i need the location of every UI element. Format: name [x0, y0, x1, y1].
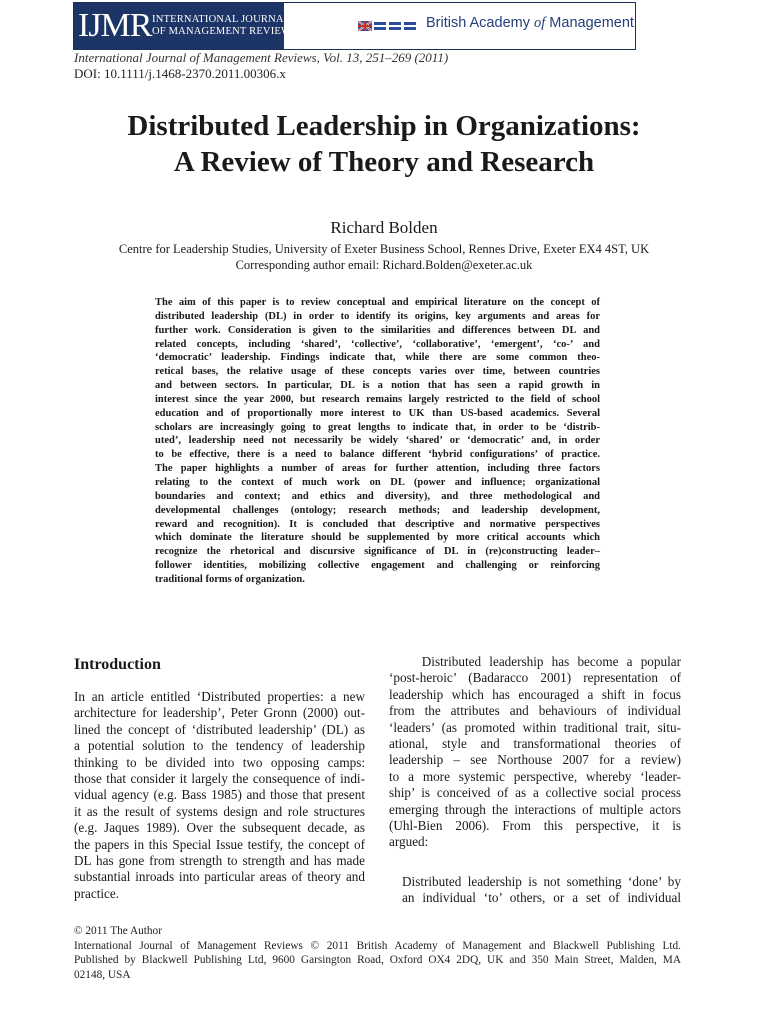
abstract-line: The aim of this paper is to review conceptual and empirical literature on the concept of	[155, 297, 600, 308]
abstract-line: relating to the context of much work on DL (power and influence; organizational	[155, 476, 600, 488]
body-line: ship’ is conceived of as a collective social process	[389, 785, 681, 801]
block-quote	[402, 874, 681, 907]
abstract-line: which dominate the literature should be supplemented by more critical accounts which	[155, 532, 600, 544]
body-line: a potential solution to the tendency of leadership	[74, 738, 365, 754]
ijmr-logo-line1: INTERNATIONAL JOURNAL	[152, 14, 291, 25]
body-line: architecture for leadership’, Peter Gronn (2000) out-	[74, 705, 365, 721]
body-line: Distributed leadership has become a popular	[389, 654, 681, 669]
footer-line: 02148, USA	[74, 968, 131, 981]
body-line: it as the result of systems design and role structures	[74, 803, 365, 819]
body-line: practice.	[74, 885, 120, 901]
abstract-line: uted’, leadership need not necessarily be widely ‘shared’ or ‘democratic’ and, in order	[155, 435, 600, 447]
body-line: leadership which has encouraged a shift in focus	[389, 686, 681, 702]
body-line: substantial inroads into particular areas of theory and	[74, 869, 365, 885]
footer-line: Published by Blackwell Publishing Ltd, 9600 Garsington Road, Oxford OX4 2DQ, UK and 350 Main Street, Malden, MA	[74, 954, 681, 966]
right-column-text	[389, 654, 681, 851]
quote-line: Distributed leadership is not something ‘done’ by	[402, 874, 681, 889]
page-footer	[74, 924, 681, 982]
ijmr-logo-line2: OF MANAGEMENT REVIEWS	[152, 26, 298, 37]
author-name: Richard Bolden	[330, 218, 438, 237]
abstract-line: related concepts, including ‘shared’, ‘collective’, ‘collaborative’, ‘emergent’, ‘co-’ and	[155, 338, 600, 350]
body-line: In an article entitled ‘Distributed properties: a new	[74, 689, 365, 704]
copyright-line: © 2011 The Author	[74, 925, 162, 937]
abstract-line: follower identities, mobilizing collective engagement and challenging or reinforcing	[155, 560, 600, 572]
bam-flag-icon	[358, 21, 418, 31]
body-line: to a more systemic perspective, whereby ‘leader-	[389, 768, 681, 784]
body-line: emerging through the interactions of multiple actors	[389, 801, 681, 817]
body-line: ‘post-heroic’ (Badaracco 2001) representation of	[389, 670, 681, 686]
corresponding-email: Corresponding author email: Richard.Bolden@exeter.ac.uk	[235, 258, 533, 272]
body-line: DL has gone from strength to strength and has made	[74, 853, 365, 869]
body-line: those that consider it largely the consequence of indi-	[74, 771, 365, 787]
section-heading-introduction: Introduction	[74, 656, 161, 673]
body-line: lined the concept of ‘distributed leadership’ (DL) as	[74, 721, 365, 737]
doi: DOI: 10.1111/j.1468-2370.2011.00306.x	[74, 66, 286, 81]
abstract-line: education and of proportionally more interest to UK than US-based academics. Several	[155, 407, 600, 419]
footer-line: International Journal of Management Reviews © 2011 British Academy of Management and Blackwell Publishing Ltd.	[74, 939, 681, 952]
body-line: (e.g. Jaques 1989). Over the subsequent decade, as	[74, 820, 365, 836]
ijmr-logo	[74, 3, 298, 49]
abstract-line: distributed leadership (DL) in order to identify its origins, key arguments and areas for	[155, 310, 600, 322]
body-line: ational, style and transformational theories of	[389, 736, 681, 752]
body-line: argued:	[389, 834, 429, 850]
abstract-line: boundaries and context; and ethics and diversity), and three methodological and	[155, 490, 600, 502]
abstract-line: scholars are increasingly going to great lengths to indicate that, in order to be ‘distrib-	[155, 421, 600, 433]
body-line: thinking to be divided into two opposing camps:	[74, 754, 365, 770]
body-line: vidual agency (e.g. Bass 1985) and those that present	[74, 787, 365, 803]
abstract-line: to be effective, there is a need to balance different ‘hybrid configurations’ of practice.	[155, 449, 600, 461]
abstract-line: The paper highlights a number of areas for further attention, including three factors	[155, 463, 600, 475]
abstract-line: interest since the year 2000, but research remains largely restricted to the field of school	[155, 393, 600, 405]
body-line: ‘leaders’ (as promoted within traditional trait, situ-	[389, 719, 681, 735]
paper-title-line1: Distributed Leadership in Organizations:	[127, 110, 641, 142]
abstract-line: ‘democratic’ leadership. Findings indicate that, while there are some common theo-	[155, 352, 600, 364]
publisher-name: British Academy of Management	[426, 15, 634, 31]
body-line: from the attributes and behaviours of individual	[389, 703, 681, 719]
abstract-line: further work. Consideration is given to the similarities and differences between DL and	[155, 324, 600, 336]
abstract	[155, 296, 600, 587]
abstract-line: reward and recognition). It is concluded that descriptive and normative perspectives	[155, 518, 600, 530]
body-line: the papers in this Special Issue testify, the concept of	[74, 836, 365, 852]
journal-citation: International Journal of Management Reviews, Vol. 13, 251–269 (2011)	[74, 50, 449, 65]
quote-line: an individual ‘to’ others, or a set of individual	[402, 890, 681, 906]
abstract-line: recognize the rhetorical and discursive significance of DL in (re)constructing leader–	[155, 546, 600, 558]
body-line: (Uhl-Bien 2006). From this perspective, it is	[389, 818, 681, 834]
abstract-line: and between sectors. In particular, DL is a notion that has seen a rapid growth in	[155, 380, 600, 392]
abstract-line: traditional forms of organization.	[155, 573, 305, 585]
abstract-line: developmental challenges (ontology; research methods; and leadership development,	[155, 504, 600, 516]
abstract-line: retical bases, the relative usage of these concepts varies over time, between countries	[155, 366, 600, 378]
paper-title-line2: A Review of Theory and Research	[173, 146, 595, 178]
ijmr-logo-mark: IJMR	[78, 7, 152, 44]
author-affiliation: Centre for Leadership Studies, University of Exeter Business School, Rennes Drive, Exeter EX4 4ST, UK	[118, 242, 650, 256]
left-column-text	[74, 689, 365, 902]
journal-header-banner	[73, 2, 636, 50]
body-line: leadership – see Northouse 2007 for a review)	[389, 752, 681, 768]
